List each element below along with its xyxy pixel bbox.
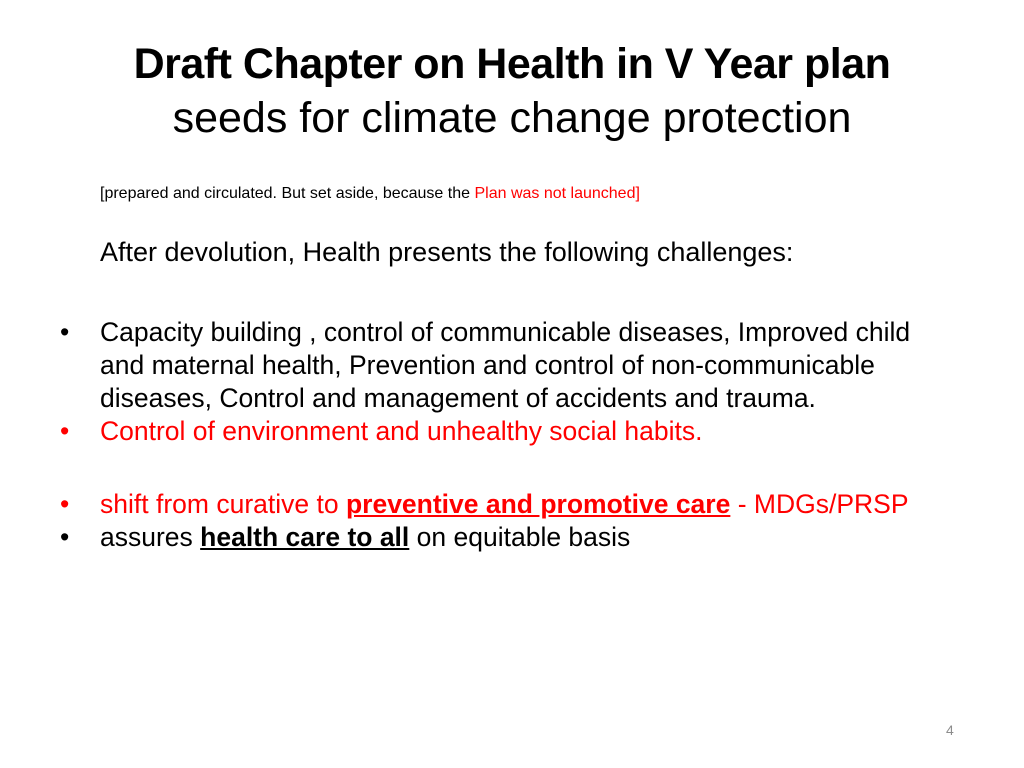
- bullet-text: shift from curative to: [100, 489, 346, 519]
- title-main: Draft Chapter on Health in V Year plan: [133, 40, 891, 88]
- bullet-icon: •: [60, 489, 70, 519]
- page-number: 4: [946, 722, 954, 738]
- circulation-note: [100, 183, 640, 205]
- bullet-icon: •: [60, 522, 70, 552]
- bullet-text: assures: [100, 522, 201, 552]
- bullet-text-tail: - MDGs/PRSP: [730, 489, 909, 519]
- intro-text: After devolution, Health presents the following challenges:: [100, 237, 794, 267]
- note-text: [prepared and circulated. But set aside, because the: [100, 185, 475, 202]
- title-subtitle: seeds for climate change protection: [172, 94, 852, 142]
- bullet-text: Capacity building , control of communicable diseases, Improved child and maternal health, Prevention and control of non-communicable diseases, Control and management of accidents and trauma.: [100, 317, 911, 413]
- challenge-list: [60, 316, 960, 554]
- list-item: [60, 521, 960, 554]
- list-item: [60, 316, 960, 415]
- bullet-emphasis: health care to all: [200, 522, 410, 552]
- bullet-text-tail: on equitable basis: [409, 522, 631, 552]
- note-highlight: Plan was not launched]: [474, 185, 640, 202]
- slide-title: [0, 38, 1024, 146]
- list-item: [60, 488, 960, 521]
- bullet-emphasis: preventive and promotive care: [345, 489, 731, 519]
- bullet-text: Control of environment and unhealthy social habits.: [100, 416, 703, 446]
- list-item: [60, 415, 960, 448]
- bullet-icon: •: [60, 416, 70, 446]
- bullet-icon: •: [60, 317, 70, 347]
